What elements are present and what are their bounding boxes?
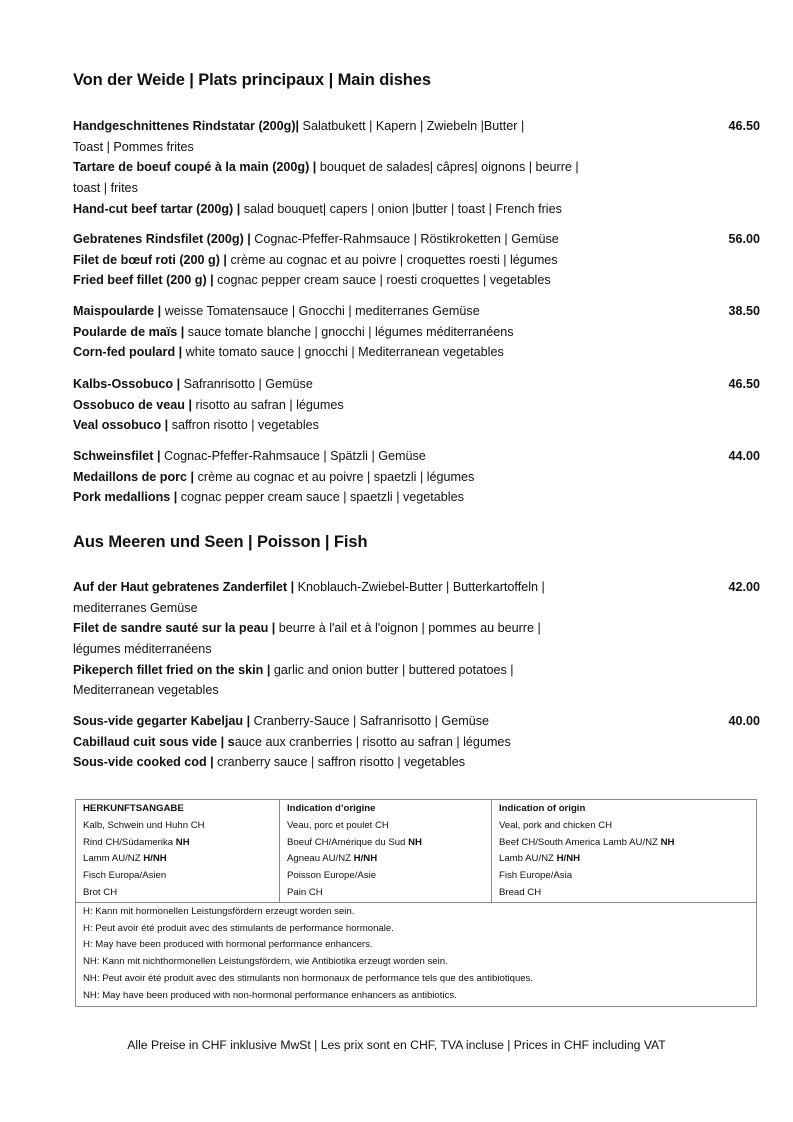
origin-row: Brot CH [83,886,118,898]
dish-line-fr [73,618,633,639]
origin-note: H: Kann mit hormonellen Leistungsfördern erzeugt worden sein. [83,905,355,917]
dish-line-en-cont [73,680,633,701]
dish-price: 56.00 [728,232,760,246]
dish-description: cognac pepper cream sauce | spaetzli | vegetables [177,490,464,505]
dish-name: Cabillaud cuit sous vide | s [73,734,235,749]
origin-row: Pain CH [287,886,323,898]
origin-header: Indication of origin [499,803,586,814]
dish-line-en [73,342,633,363]
origin-notes [76,902,757,1006]
dish-description: crème au cognac et au poivre | spaetzli | légumes [194,469,475,484]
dish-line-de [73,229,633,250]
dish-line-fr [73,322,633,343]
dish-description: cranberry sauce | saffron risotto | vegetables [213,755,466,770]
dish-description: auce aux cranberries | risotto au safran | légumes [234,734,511,749]
dish-line-de [73,577,633,598]
dish-description: risotto au safran | légumes [192,397,344,412]
dish-line-en [73,660,633,681]
dish-description: Cranberry-Sauce | Safranrisotto | Gemüse [250,714,490,728]
section-title-fish: Aus Meeren und Seen | Poisson | Fish [73,533,368,551]
origin-row: Poisson Europe/Asie [287,870,377,882]
dish-line-fr-cont [73,639,633,660]
dish-description: weisse Tomatensauce | Gnocchi | mediterranes Gemüse [161,304,480,318]
origin-table [75,799,757,1007]
dish-description: sauce tomate blanche | gnocchi | légumes méditerranéens [184,324,514,339]
dish-description: bouquet de salades| câpres| oignons | beurre | [316,160,579,175]
origin-row: Agneau AU/NZ H/NH [287,853,378,865]
dish-name: Sous-vide cooked cod | [73,755,214,770]
origin-column-de [76,800,280,903]
dish-line-de-cont [73,598,633,619]
dish-description: Toast | Pommes frites [73,139,194,154]
origin-column-fr [280,800,492,903]
origin-note: NH: Peut avoir été produit avec des stimulants non hormonaux de performance tels que des antibiotiques. [83,972,534,984]
dish-line-fr [73,732,633,753]
dish-line-de [73,374,633,395]
dish-description: Safranrisotto | Gemüse [180,377,313,391]
dish-name: Sous-vide gegarter Kabeljau | [73,714,251,728]
dish-sous-vide-cod [73,711,760,773]
origin-row: Bread CH [499,886,542,898]
dish-price: 46.50 [728,119,760,133]
origin-row: Rind CH/Südamerika NH [83,836,190,848]
dish-price: 44.00 [728,449,760,463]
dish-description: saffron risotto | vegetables [168,418,319,433]
dish-line-de [73,711,633,732]
origin-header: HERKUNFTSANGABE [83,803,184,814]
dish-description: white tomato sauce | gnocchi | Mediterranean vegetables [182,345,504,360]
dish-description: Cognac-Pfeffer-Rahmsauce | Röstikroketten | Gemüse [250,232,559,246]
dish-name: Schweinsfilet | [73,449,161,463]
dish-description: salad bouquet| capers | onion |butter | toast | French fries [240,201,562,216]
dish-line-fr [73,250,633,271]
dish-line-en [73,415,633,436]
origin-header: Indication d’origine [287,803,376,814]
dish-beef-tartar [73,116,760,219]
origin-row: Fish Europe/Asia [499,870,573,882]
dish-description: crème au cognac et au poivre | croquettes roesti | légumes [226,252,558,267]
dish-name: Ossobuco de veau | [73,397,193,412]
origin-row: Lamm AU/NZ H/NH [83,853,167,865]
dish-line-en [73,752,633,773]
dish-beef-fillet [73,229,760,291]
dish-description: Mediterranean vegetables [73,683,219,698]
dish-line-de [73,446,633,467]
origin-row: Beef CH/South America Lamb AU/NZ NH [499,836,675,848]
dish-price: 42.00 [728,580,760,594]
dish-name: Gebratenes Rindsfilet (200g) | [73,232,251,246]
dish-name: Corn-fed poulard | [73,345,183,360]
dish-name: Filet de bœuf roti (200 g) | [73,252,227,267]
dish-pikeperch-fillet [73,577,760,701]
dish-line-fr [73,157,633,178]
dish-price: 38.50 [728,304,760,318]
dish-line-en [73,199,633,220]
origin-note: H: May have been produced with hormonal performance enhancers. [83,939,373,951]
dish-line-fr-cont [73,178,633,199]
dish-line-en [73,270,633,291]
dish-line-fr [73,395,633,416]
dish-description: légumes méditerranéens [73,642,212,657]
dish-name: Veal ossobuco | [73,418,169,433]
origin-note: NH: May have been produced with non-hormonal performance enhancers as antibiotics. [83,989,457,1001]
dish-pork-medallions [73,446,760,508]
dish-line-de-cont [73,137,633,158]
dish-price: 40.00 [728,714,760,728]
dish-name: Kalbs-Ossobuco | [73,377,181,391]
dish-description: garlic and onion butter | buttered potatoes | [270,662,514,677]
dish-line-fr [73,467,633,488]
dish-name: Filet de sandre sauté sur la peau | [73,621,276,636]
dish-price: 46.50 [728,377,760,391]
dish-name: Handgeschnittenes Rindstatar (200g)| [73,119,300,133]
origin-row: Lamb AU/NZ H/NH [499,853,581,865]
dish-line-de [73,116,633,137]
dish-description: Cognac-Pfeffer-Rahmsauce | Spätzli | Gemüse [160,449,426,463]
dish-name: Poularde de maïs | [73,324,185,339]
origin-note: NH: Kann mit nichthormonellen Leistungsfördern, wie Antibiotika erzeugt worden sein. [83,956,448,968]
origin-row: Kalb, Schwein und Huhn CH [83,819,205,831]
origin-note: H: Peut avoir été produit avec des stimulants de performance hormonale. [83,922,394,934]
origin-column-en [492,800,757,903]
dish-name: Pikeperch fillet fried on the skin | [73,662,271,677]
dish-name: Hand-cut beef tartar (200g) | [73,201,241,216]
origin-row: Fisch Europa/Asien [83,870,167,882]
dish-description: beurre à l'ail et à l'oignon | pommes au beurre | [275,621,541,636]
dish-line-en [73,487,633,508]
dish-name: Fried beef fillet (200 g) | [73,273,214,288]
dish-description: Salatbukett | Kapern | Zwiebeln |Butter | [299,119,525,133]
origin-row: Boeuf CH/Amérique du Sud NH [287,836,422,848]
dish-description: toast | frites [73,181,138,196]
price-footer: Alle Preise in CHF inklusive MwSt | Les prix sont en CHF, TVA incluse | Prices in CHF including VAT [127,1038,666,1052]
dish-name: Medaillons de porc | [73,469,195,484]
origin-row: Veau, porc et poulet CH [287,819,389,831]
dish-corn-fed-poulard [73,301,760,363]
dish-description: mediterranes Gemüse [73,600,198,615]
dish-name: Auf der Haut gebratenes Zanderfilet | [73,580,295,594]
dish-name: Pork medallions | [73,490,178,505]
origin-row: Veal, pork and chicken CH [499,819,613,831]
dish-name: Maispoularde | [73,304,162,318]
dish-description: Knoblauch-Zwiebel-Butter | Butterkartoffeln | [294,580,545,594]
dish-line-de [73,301,633,322]
dish-name: Tartare de boeuf coupé à la main (200g) | [73,160,317,175]
dish-veal-ossobuco [73,374,760,436]
section-title-main-dishes: Von der Weide | Plats principaux | Main dishes [73,71,431,89]
dish-description: cognac pepper cream sauce | roesti croquettes | vegetables [213,273,551,288]
